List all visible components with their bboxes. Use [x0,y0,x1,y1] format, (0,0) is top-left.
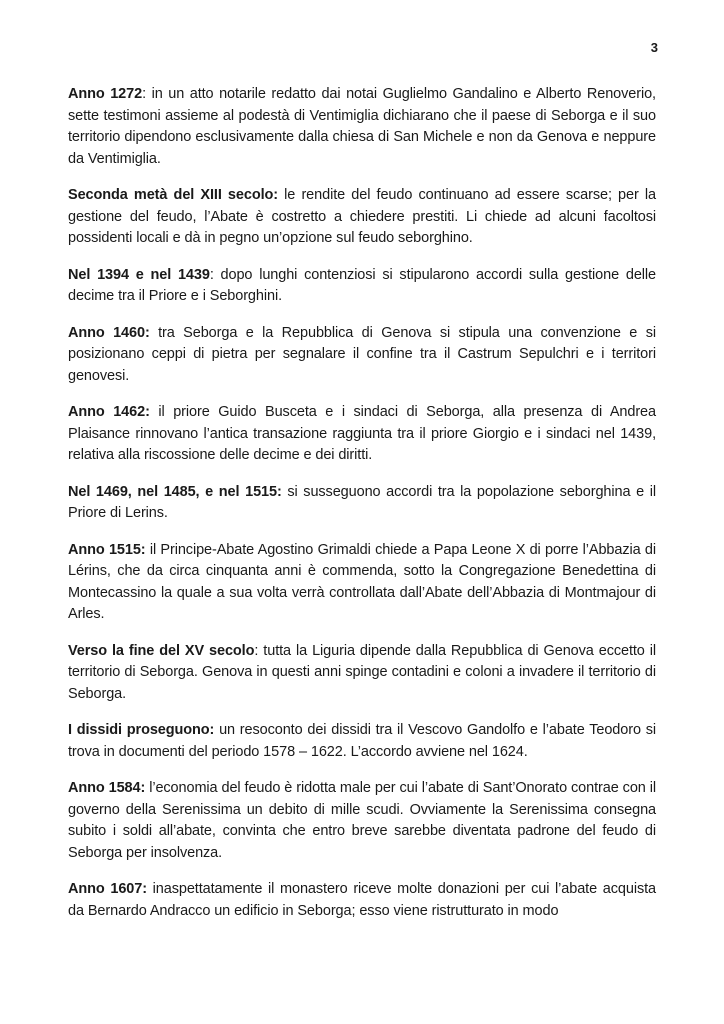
paragraph-lead: Anno 1462: [68,404,150,420]
paragraph-text: inaspettatamente il monastero riceve molte donazioni per cui l’abate acquista da Bernardo Andracco un edificio in Seborga; esso viene ristrutturato in modo [68,881,656,919]
document-body [68,84,656,937]
paragraph-anno-1515 [68,540,656,626]
paragraph-lead: I dissidi proseguono: [68,722,215,738]
paragraph-seconda-meta-xiii [68,185,656,250]
paragraph-lead: Anno 1460: [68,324,150,341]
paragraph-dissidi-proseguono [68,720,656,763]
paragraph-lead: Nel 1469, nel 1485, e nel 1515: [68,483,282,500]
paragraph-anno-1584 [68,778,656,864]
paragraph-lead: Anno 1272 [68,86,143,102]
paragraph-anno-1272 [68,84,656,170]
paragraph-text: : tutta la Liguria dipende dalla Repubblica di Genova eccetto il territorio di Seborga. Genova in questi anni spinge contadini e coloni a invadere il territorio di Seborga. [68,642,657,702]
paragraph-lead: Seconda metà del XIII secolo: [68,187,278,203]
paragraph-lead: Verso la fine del XV secolo [68,642,255,659]
paragraph-text: : dopo lunghi contenziosi si stipularono accordi sulla gestione delle decime tra il Priore e i Seborghini. [68,266,656,304]
paragraph-lead: Anno 1584: [68,780,146,796]
paragraph-text: tra Seborga e la Repubblica di Genova si stipula una convenzione e si posizionano ceppi di pietra per segnalare il confine tra il Castrum Sepulchri e i territori genovesi. [68,324,656,384]
page-number: 3 [650,40,658,55]
paragraph-fine-xv-secolo [68,641,656,706]
paragraph-anno-1462 [68,402,656,467]
paragraph-text: il priore Guido Busceta e i sindaci di Seborga, alla presenza di Andrea Plaisance rinnovano l’antica transazione raggiunta tra il priore Giorgio e i sindaci nel 1439, relativa alla riscossione delle decime e dei diritti. [68,404,656,463]
paragraph-1394-1439 [68,265,656,308]
paragraph-text: : in un atto notarile redatto dai notai Guglielmo Gandalino e Alberto Renoverio, sette testimoni assieme al podestà di Ventimiglia dichiarano che il paese di Seborga e il suo territorio dipendono esclusivamente dalla chiesa di San Michele e non da Genova e neppure da Ventimiglia. [68,86,656,167]
paragraph-text: si susseguono accordi tra la popolazione seborghina e il Priore di Lerins. [68,483,656,521]
paragraph-1469-1485-1515 [68,482,656,525]
paragraph-text: le rendite del feudo continuano ad essere scarse; per la gestione del feudo, l’Abate è costretto a chiedere prestiti. Li chiede ad alcuni facoltosi possidenti locali e dà in pegno un’opzione sul feudo seborghino. [68,187,656,246]
paragraph-anno-1607 [68,879,656,922]
paragraph-lead: Anno 1515: [68,541,146,558]
paragraph-lead: Nel 1394 e nel 1439 [68,266,210,283]
paragraph-anno-1460 [68,323,656,388]
paragraph-text: un resoconto dei dissidi tra il Vescovo Gandolfo e l’abate Teodoro si trova in documenti del periodo 1578 – 1622. L’accordo avviene nel 1624. [68,722,656,760]
paragraph-lead: Anno 1607: [68,881,147,897]
paragraph-text: il Principe-Abate Agostino Grimaldi chiede a Papa Leone X di porre l’Abbazia di Lérins, che da circa cinquanta anni è commenda, sotto la Congregazione Benedettina di Montecassino la quale a sua volta verrà controllata dall’Abate dell’Abbazia di Montmajour di Arles. [68,541,656,622]
paragraph-text: l’economia del feudo è ridotta male per cui l’abate di Sant’Onorato contrae con il governo della Serenissima un debito di mille scudi. Ovviamente la Serenissima consegna subito i soldi all’abate, convinta che entro breve sarebbe diventata padrone del feudo di Seborga per insolvenza. [68,780,656,861]
